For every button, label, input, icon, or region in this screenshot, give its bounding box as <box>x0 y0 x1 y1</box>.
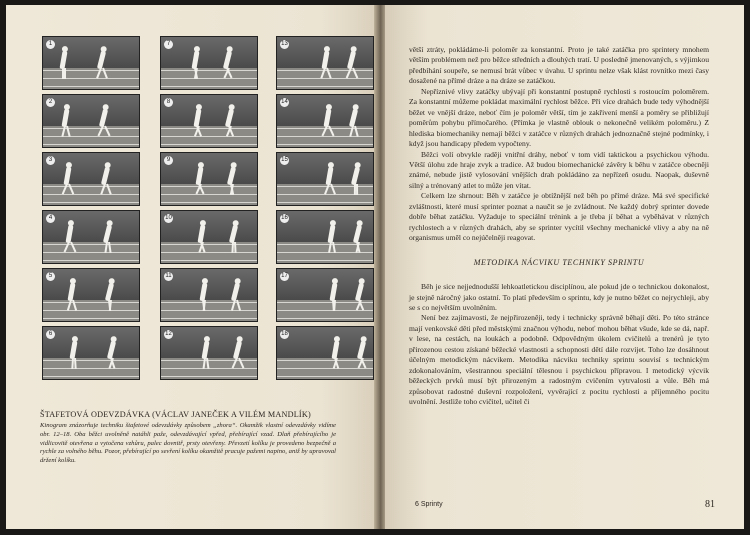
lane-line <box>277 78 373 79</box>
lane-line <box>43 78 139 79</box>
kinogram-grid <box>42 36 372 386</box>
kinogram-frame <box>42 268 140 322</box>
frame-background <box>161 211 257 242</box>
lane-line <box>161 360 257 361</box>
kinogram-frame <box>160 268 258 322</box>
paragraph: Není bez zajímavosti, že nejpřirozeněji, tedy i technicky správně běhají děti. Po této stránce mají venkovské děti před městskými značnou výhodu, neboť mohou běhat všude, kde se dá, např. v lese, na cestách, na loukách a podobně. Odpovědným úkolem cvičitelů a trenérů je tyto přirozenou cestou získané běžecké vlastnosti a schopnosti dětí dále rozvíjet. Toho lze dosáhnout účelným metodickým nácvikem. Metodika nácviku techniky sprintu souvisí s technickým zdokonalováním, všestrannou speciální tělesnou i psychickou přípravou. I metodický výcvik běžeckých prvků musí být přirozeným a radostným cvičením vytrvalosti a vůle. Běh má způsobovat radostné duševní rozpoložení, vyvěrající z pocitu rychlosti a příjemného pocitu uvolnění. Jestliže toho cvičitel, učitel či <box>409 313 709 407</box>
frame-number: 14 <box>281 99 288 105</box>
lane-line <box>43 70 139 71</box>
frame-background <box>43 327 139 358</box>
kinogram-frame <box>160 94 258 148</box>
frame-background <box>161 95 257 126</box>
kinogram-frame <box>276 152 374 206</box>
kinogram-frame <box>276 36 374 90</box>
frame-number: 2 <box>46 98 55 107</box>
lane-line <box>43 360 139 361</box>
lane-line <box>161 302 257 303</box>
page-footer <box>415 499 715 513</box>
lane-line <box>277 144 373 145</box>
lane-line <box>43 186 139 187</box>
section-heading: METODIKA NÁCVIKU TECHNIKY SPRINTU <box>473 257 645 267</box>
lane-line <box>277 186 373 187</box>
kinogram-frame <box>160 210 258 264</box>
kinogram-frame <box>276 94 374 148</box>
kinogram-frame <box>42 94 140 148</box>
lane-line <box>161 86 257 87</box>
lane-line <box>277 202 373 203</box>
lane-line <box>43 252 139 253</box>
lane-line <box>161 144 257 145</box>
lane-line <box>43 136 139 137</box>
right-page <box>385 5 744 529</box>
kinogram-frame <box>42 36 140 90</box>
paragraph: Nepříznivé vlivy zatáčky ubývají při konstantní postupně rychlosti s rostoucím poloměrem. Za konstantní můžeme pokládat maximální rychlost běžce. Při více drahách bude tedy výhodnější běžet ve vnější dráze, neboť čím je poloměr větší, tím je zakřivení menší a poměry se přibližují poměrům pohybu přímočarého. (Přímka je vlastně oblouk o nekonečně velikém poloměru.) Z hlediska biomechaniky nemají běžci v zatáčce v různých drahách jednoznačně stejné podmínky, i když jsou handicapy předem vypočteny. <box>409 86 709 149</box>
lane-line <box>161 186 257 187</box>
kinogram-frame <box>42 210 140 264</box>
frame-number: 6 <box>46 330 55 339</box>
lane-line <box>277 360 373 361</box>
lane-line <box>277 86 373 87</box>
runner-leg <box>64 68 66 79</box>
kinogram-frame <box>42 326 140 380</box>
lane-line <box>277 260 373 261</box>
lane-line <box>43 144 139 145</box>
figure-caption <box>40 410 336 466</box>
frame-number: 11 <box>165 273 172 279</box>
book-spread <box>6 5 744 529</box>
lane-line <box>43 318 139 319</box>
frame-number: 8 <box>164 98 173 107</box>
frame-number: 3 <box>46 156 55 165</box>
paragraph: Běžci volí obvykle raději vnitřní dráhy, neboť v tom vidí taktickou a psychickou výhodu. Větší úlohu zde hraje zvyk a tradice. Až budou biomechanické závěry k běhu v zatáčce obecněji známé, nebude jistě vylosování vnějších drah pokládáno za nepřízeň osudu. Naopak, duševně silný a trénovaný atlet to může jen vítat. <box>409 149 709 190</box>
lane-line <box>277 318 373 319</box>
lane-line <box>161 310 257 311</box>
frame-number: 18 <box>281 331 288 337</box>
frame-number: 9 <box>164 156 173 165</box>
lane-line <box>161 128 257 129</box>
frame-number: 12 <box>165 331 172 337</box>
lane-line <box>43 302 139 303</box>
paragraph: větší ztráty, pokládáme-li poloměr za konstantní. Proto je také zatáčka pro sprintery mnohem větším problémem než pro běžce středních a dlouhých tratí. U posledně jmenovaných, s výjimkou předbíhání soupeře, se nemusí brát vůbec v úvahu. U sprintu nelze však klást rovnítko mezi časy dosažené na přímé dráze a na dráze se zatáčkou. <box>409 45 709 86</box>
kinogram-frame <box>160 36 258 90</box>
paragraph: Celkem lze shrnout: Běh v zatáčce je obtížnější než běh po přímé dráze. Má své specifické zvláštnosti, které musí sprinter poznat a naučit se je zvládnout. Ne každý dobrý sprinter dovede dobře běhat zatáčku. Vyžaduje to speciální trénink a je třeba jí běhat a vyběhávat v různých rychlostech a v různých drahách, aby se sprinter vycítil všechny mechanické vlivy a aby na ně organismus uměl co nejúčelněji reagovat. <box>409 191 709 243</box>
lane-line <box>161 136 257 137</box>
lane-line <box>161 260 257 261</box>
frame-number: 17 <box>281 273 288 279</box>
frame-background <box>43 269 139 300</box>
frame-background <box>43 95 139 126</box>
lane-line <box>161 194 257 195</box>
lane-line <box>43 368 139 369</box>
lane-line <box>161 318 257 319</box>
frame-background <box>161 269 257 300</box>
frame-background <box>43 211 139 242</box>
kinogram-frame <box>276 326 374 380</box>
runner-leg <box>356 184 358 195</box>
frame-number: 16 <box>281 215 288 221</box>
left-page <box>6 5 376 529</box>
kinogram-frame <box>160 152 258 206</box>
frame-number: 5 <box>46 272 55 281</box>
body-text <box>409 45 709 408</box>
lane-line <box>161 376 257 377</box>
lane-line <box>43 128 139 129</box>
lane-line <box>43 86 139 87</box>
lane-line <box>43 202 139 203</box>
chapter-footer: 6 Sprinty <box>415 501 443 508</box>
caption-text: Kinogram znázorňuje techniku štafetové odevzdávky způsobem „zhora“. Okamžik vlastní odevzdávky vidíme obr. 12–18. Oba běžci uvolněně natáhli paže, odevzdávající vpřed, přebírající vzad. Dlaň přebírajícího je vidlicovitě otevřena a vytočena vzhůru, palec dovnitř, prsty otevřeny. Převzetí kolíku je provedeno bezpečně a rychle za volného běhu. Pozor, přebírající po sevření kolíku okamžitě pracuje pažemi napino, aniž by upravoval držení kolíku. <box>40 422 336 465</box>
lane-line <box>43 260 139 261</box>
lane-line <box>161 78 257 79</box>
frame-background <box>161 37 257 68</box>
kinogram-frame <box>42 152 140 206</box>
page-number: 81 <box>705 499 715 510</box>
lane-line <box>161 70 257 71</box>
lane-line <box>161 252 257 253</box>
lane-line <box>43 244 139 245</box>
caption-title: ŠTAFETOVÁ ODEVZDÁVKA (VÁCLAV JANEČEK A VILÉM MANDLÍK) <box>40 410 311 419</box>
lane-line <box>43 376 139 377</box>
lane-line <box>43 310 139 311</box>
lane-line <box>277 310 373 311</box>
lane-line <box>43 194 139 195</box>
kinogram-frame <box>276 210 374 264</box>
paragraph: Běh je sice nejjednodušší lehkoatletickou disciplínou, ale pokud jde o technickou dokonalost, je stejně náročný jako ostatní. To platí především o sprintu, kdy je nutno běžet co nejrychleji, aby se s co největším uvolněním. <box>409 282 709 312</box>
frame-number: 15 <box>281 157 288 163</box>
frame-background <box>161 153 257 184</box>
kinogram-frame <box>160 326 258 380</box>
frame-number: 10 <box>165 215 172 221</box>
lane-line <box>161 202 257 203</box>
frame-number: 7 <box>164 40 173 49</box>
lane-line <box>277 376 373 377</box>
frame-background <box>43 153 139 184</box>
kinogram-frame <box>276 268 374 322</box>
frame-number: 1 <box>46 40 55 49</box>
frame-number: 4 <box>46 214 55 223</box>
lane-line <box>161 244 257 245</box>
frame-background <box>43 37 139 68</box>
frame-number: 13 <box>281 41 288 47</box>
